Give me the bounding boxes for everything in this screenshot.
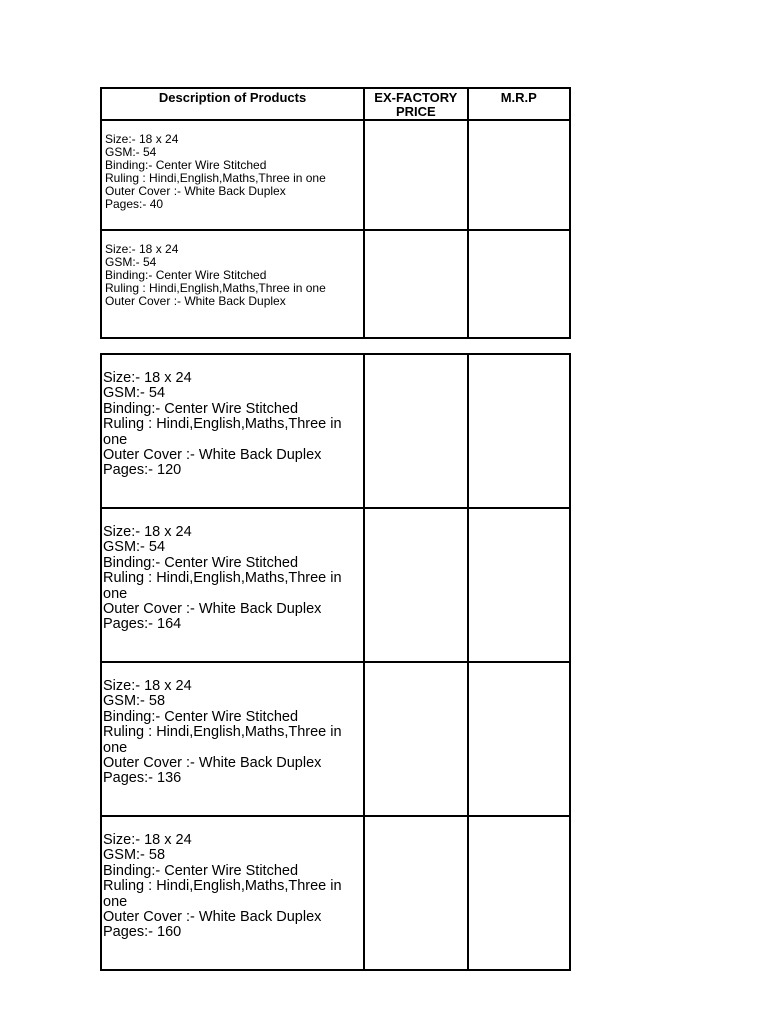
table-row <box>101 662 570 816</box>
table-row <box>101 354 570 508</box>
product-price-table-bottom <box>100 353 571 971</box>
product-price-table-top <box>100 87 571 339</box>
ex-factory-price-cell <box>364 816 467 970</box>
ex-factory-price-cell <box>364 230 467 338</box>
table-row <box>101 816 570 970</box>
product-description: Size:- 18 x 24 GSM:- 54 Binding:- Center Wire Stitched Ruling : Hindi,English,Maths,Three in one Outer Cover :- White Back Duplex Pages:- 40 <box>101 120 364 230</box>
mrp-cell <box>468 662 570 816</box>
mrp-cell <box>468 816 570 970</box>
header-description: Description of Products <box>101 88 364 120</box>
ex-factory-price-cell <box>364 354 467 508</box>
header-mrp: M.R.P <box>468 88 570 120</box>
table-row <box>101 230 570 338</box>
header-ex-factory-price: EX-FACTORY PRICE <box>364 88 467 120</box>
mrp-cell <box>468 120 570 230</box>
ex-factory-price-cell <box>364 120 467 230</box>
product-description: Size:- 18 x 24 GSM:- 54 Binding:- Center Wire Stitched Ruling : Hindi,English,Maths,Three in one Outer Cover :- White Back Duplex <box>101 230 364 338</box>
ex-factory-price-cell <box>364 662 467 816</box>
product-description: Size:- 18 x 24 GSM:- 58 Binding:- Center Wire Stitched Ruling : Hindi,English,Maths,Three in one Outer Cover :- White Back Duplex Pages:- 136 <box>101 662 364 816</box>
table-row <box>101 508 570 662</box>
product-description: Size:- 18 x 24 GSM:- 58 Binding:- Center Wire Stitched Ruling : Hindi,English,Maths,Three in one Outer Cover :- White Back Duplex Pages:- 160 <box>101 816 364 970</box>
mrp-cell <box>468 508 570 662</box>
product-description: Size:- 18 x 24 GSM:- 54 Binding:- Center Wire Stitched Ruling : Hindi,English,Maths,Three in one Outer Cover :- White Back Duplex Pages:- 164 <box>101 508 364 662</box>
mrp-cell <box>468 230 570 338</box>
table-header-row <box>101 88 570 120</box>
ex-factory-price-cell <box>364 508 467 662</box>
mrp-cell <box>468 354 570 508</box>
table-row <box>101 120 570 230</box>
product-description: Size:- 18 x 24 GSM:- 54 Binding:- Center Wire Stitched Ruling : Hindi,English,Maths,Three in one Outer Cover :- White Back Duplex Pages:- 120 <box>101 354 364 508</box>
